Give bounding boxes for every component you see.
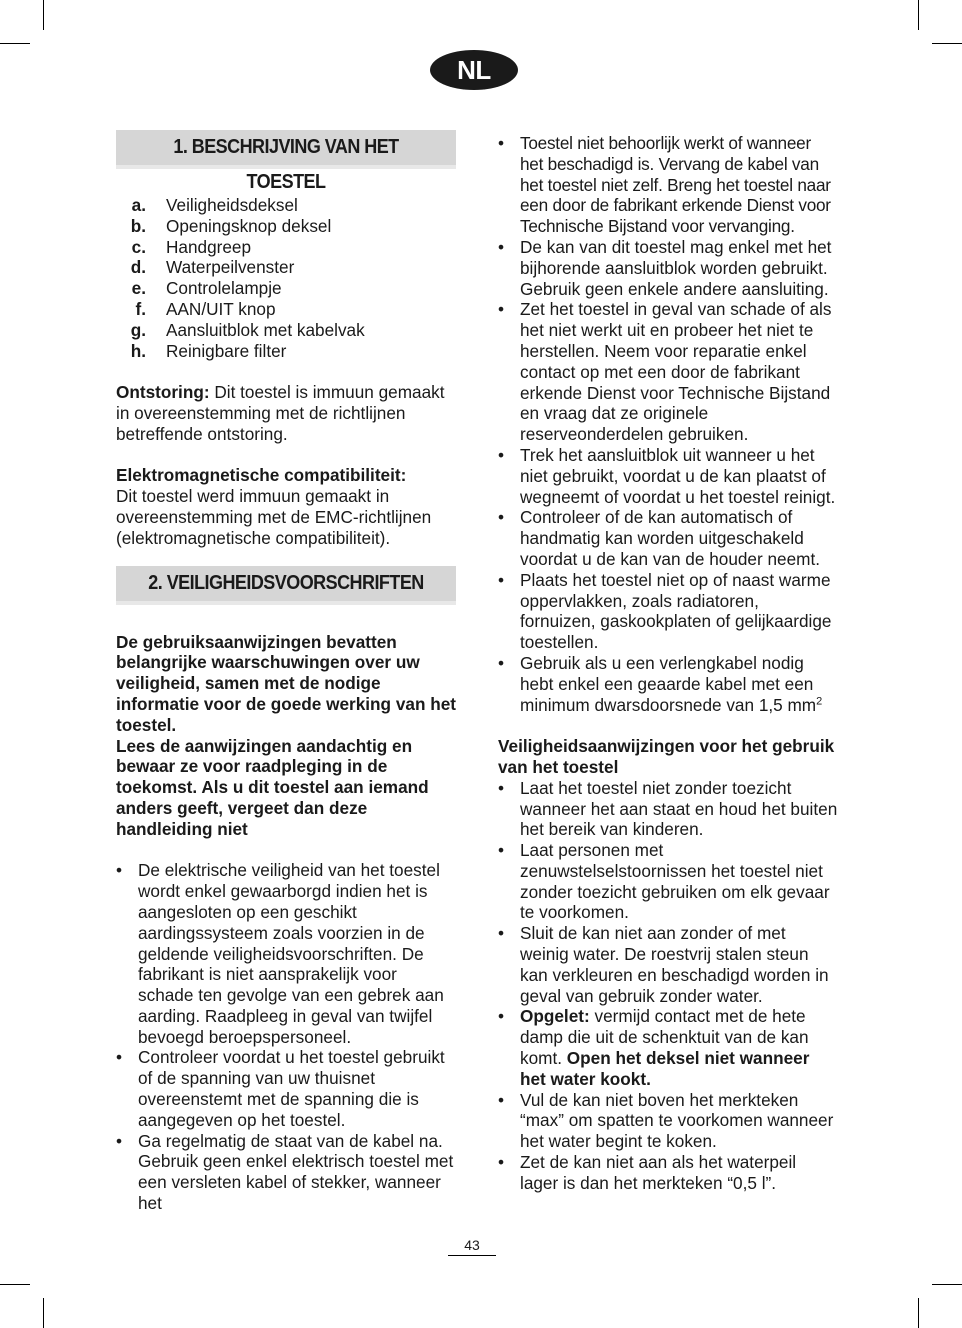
crop-mark	[932, 43, 962, 44]
emc-label: Elektromagnetische compatibiliteit:	[116, 465, 407, 486]
safety-intro-2: Lees de aanwijzingen aandachtig en bewaar ze voor raadpleging in de toekomst. Als u dit toestel aan iemand anders geeft, vergeet dan deze handleiding niet	[116, 735, 429, 839]
list-item: • De kan van dit toestel mag enkel met het bijhorende aansluitblok worden gebruikt. Gebruik geen enkele andere aansluiting.	[498, 237, 838, 299]
list-item: • De elektrische veiligheid van het toestel wordt enkel gewaarborgd indien het is aangesloten op een geschikt aardingssysteem zoals voorzien in de geldende veiligheidsvoorschriften. De fabrikant is niet aansprakelijk voor schade ten gevolge van een gebrek aan aarding. Raadpleeg in geval van twijfel bevoegd beroepspersoneel.	[116, 860, 456, 1047]
crop-mark	[43, 1298, 44, 1328]
list-item: c. Handgreep	[131, 236, 252, 257]
caution-text: vermijd contact met de hete damp die uit de schenktuit van de kan komt.	[520, 1006, 809, 1069]
section-1-title: 1. BESCHRIJVING VAN HET TOESTEL	[173, 136, 399, 193]
list-item: g. Aansluitblok met kabelvak	[130, 319, 365, 340]
section-1-header	[116, 130, 456, 193]
caution-bold: Open het deksel niet wanneer het water kookt.	[520, 1048, 810, 1089]
list-item: b. Openingsknop deksel	[130, 215, 332, 236]
crop-mark	[918, 0, 919, 30]
list-item	[498, 1006, 838, 1089]
language-badge: NL	[430, 50, 518, 90]
page-number: 43	[448, 1236, 496, 1256]
list-item: a. Veiligheidsdeksel	[131, 195, 298, 215]
list-item: • Ga regelmatig de staat van de kabel na. Gebruik geen enkel elektrisch toestel met een versleten kabel of stekker, wanneer het	[116, 1131, 456, 1214]
emc-paragraph	[116, 465, 456, 548]
usage-bullets	[498, 778, 838, 1194]
list-item: • Toestel niet behoorlijk werkt of wanneer het beschadigd is. Vervang de kabel van het toestel niet zelf. Breng het toestel naar een door de fabrikant erkende Dienst voor Technische Bijstand voor vervanging.	[498, 133, 838, 237]
list-item: • Trek het aansluitblok uit wanneer u het niet gebruikt, voordat u de kan plaatst of wegneemt of voordat u het toestel reinigt.	[498, 445, 838, 507]
right-column	[498, 133, 838, 1194]
crop-mark	[918, 1298, 919, 1328]
safety-bullets-right	[498, 133, 838, 715]
extension-text: Gebruik als u een verlengkabel nodig hebt enkel een geaarde kabel met een minimum dwarsdoorsnede van 1,5 mm	[520, 652, 817, 715]
list-item: • Laat personen met zenuwstelselstoornissen het toestel niet zonder toezicht gebruiken om elk gevaar te voorkomen.	[498, 840, 838, 923]
crop-mark	[0, 1284, 30, 1285]
caution-label: Opgelet:	[520, 1006, 590, 1027]
list-item: • Zet het toestel in geval van schade of als het niet werkt uit en probeer het niet te herstellen. Neem voor reparatie enkel contact op met een door de fabrikant erkende Dienst voor Technische Bijstand en vraag dat ze originele reserveonderdelen gebruiken.	[498, 299, 838, 445]
list-item: • Controleer of de kan automatisch of handmatig kan worden uitgeschakeld voordat u de kan van de houder neemt.	[498, 507, 838, 569]
list-item: d. Waterpeilvenster	[130, 257, 295, 278]
safety-intro-1: De gebruiksaanwijzingen bevatten belangrijke waarschuwingen over uw veiligheid, samen met de nodige informatie voor de goede werking van het toestel.	[116, 631, 456, 735]
section-2-header	[116, 566, 456, 605]
list-item: • Controleer voordat u het toestel gebruikt of de spanning van uw thuisnet overeenstemt met de spanning die is aangegeven op het toestel.	[116, 1047, 456, 1130]
emc-text: Dit toestel werd immuun gemaakt in overeenstemming met de EMC-richtlijnen (elektromagnetische compatibiliteit).	[116, 486, 432, 548]
crop-mark	[43, 0, 44, 30]
ontstoring-paragraph	[116, 382, 456, 444]
list-item: • Vul de kan niet boven het merkteken “max” om spatten te voorkomen wanneer het water begint te koken.	[498, 1090, 838, 1152]
list-item: • Plaats het toestel niet op of naast warme oppervlakken, zoals radiatoren, fornuizen, gaskookplaten of gelijkaardige toestellen.	[498, 570, 838, 653]
list-item: f. AAN/UIT knop	[135, 298, 276, 319]
crop-mark	[0, 43, 30, 44]
parts-list	[116, 195, 456, 361]
list-item: e. Controlelampje	[131, 278, 282, 299]
list-item: • Zet de kan niet aan als het waterpeil lager is dan het merkteken “0,5 l”.	[498, 1152, 838, 1194]
usage-heading: Veiligheidsaanwijzingen voor het gebruik van het toestel	[498, 736, 835, 777]
crop-mark	[932, 1284, 962, 1285]
section-2-title: 2. VEILIGHEIDSVOORSCHRIFTEN	[148, 571, 424, 594]
left-column	[116, 130, 456, 1214]
ontstoring-text: Dit toestel is immuun gemaakt in overeenstemming met de richtlijnen betreffende ontstoring.	[116, 382, 445, 444]
extension-sup: 2	[816, 694, 823, 707]
ontstoring-label: Ontstoring:	[116, 382, 210, 403]
safety-bullets-left	[116, 860, 456, 1214]
list-item	[498, 653, 838, 715]
list-item: • Sluit de kan niet aan zonder of met weinig water. De roestvrij stalen steun kan verkleuren en beschadigd worden in geval van gebruik zonder water.	[498, 923, 838, 1006]
list-item: • Laat het toestel niet zonder toezicht wanneer het aan staat en houd het buiten het bereik van kinderen.	[498, 778, 838, 840]
list-item: h. Reinigbare filter	[130, 340, 287, 361]
